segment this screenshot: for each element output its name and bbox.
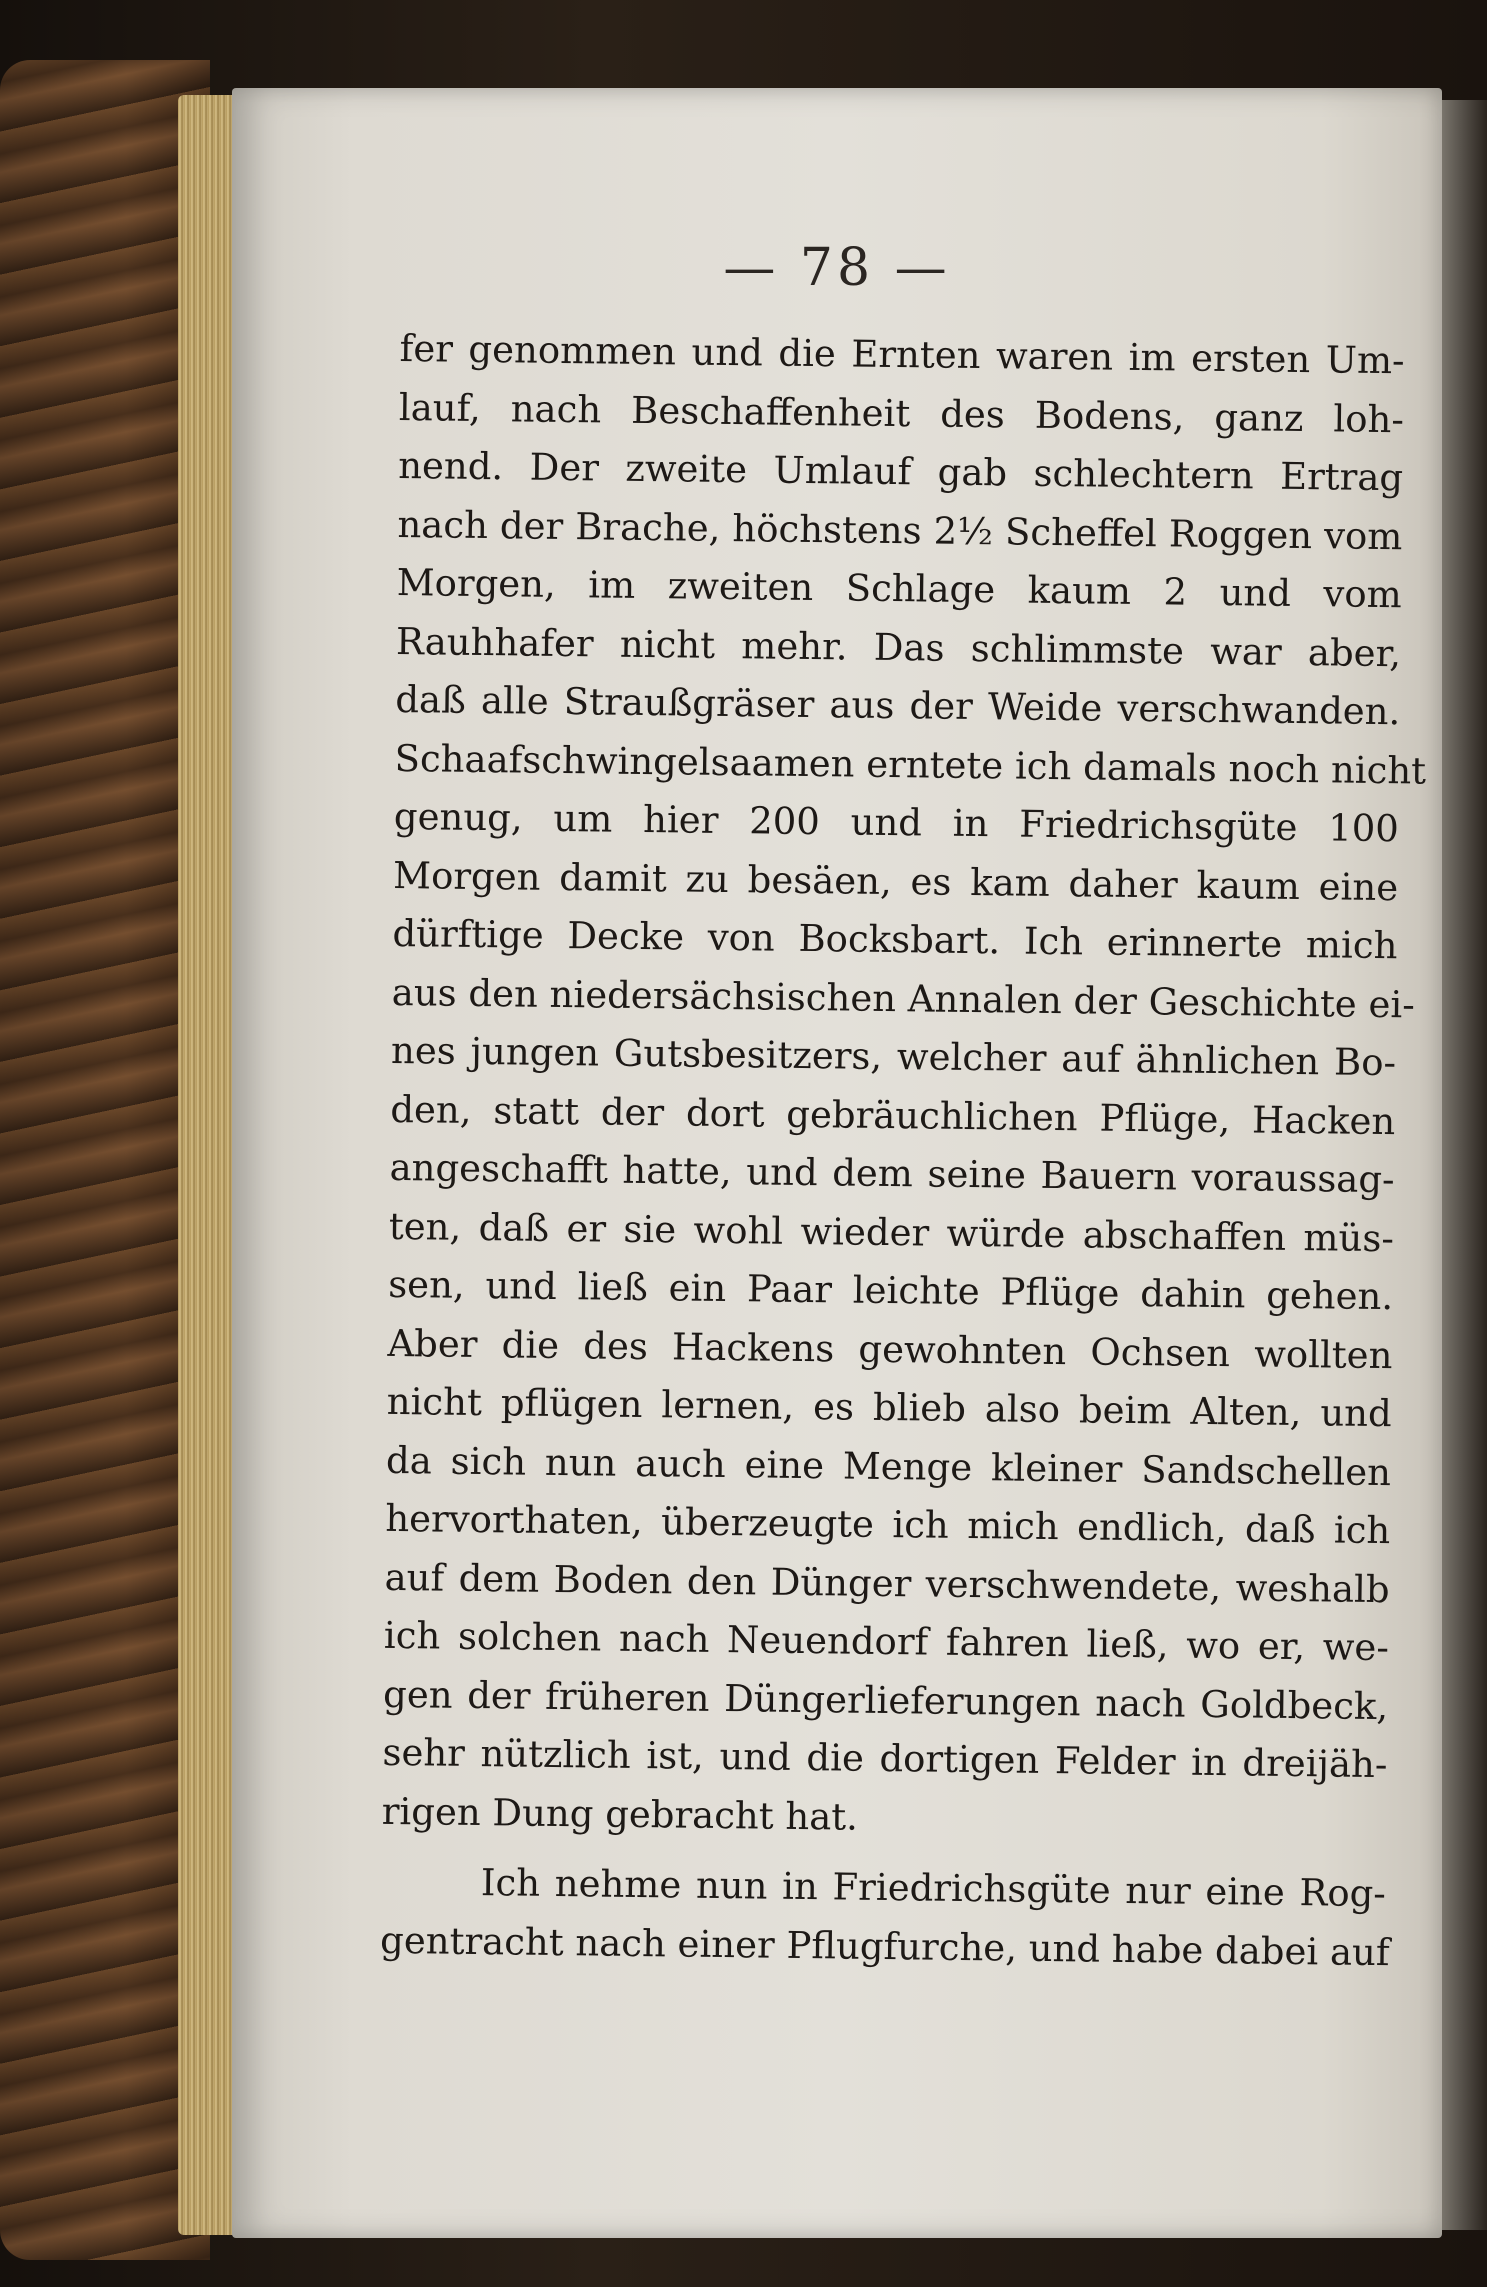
text-line: nicht pflügen lernen, es blieb also beim Alten, und (386, 1379, 1392, 1436)
text-line: Rauhhafer nicht mehr. Das schlimmste war aber, (395, 619, 1402, 675)
text-line: fer genommen und die Ernten waren im ersten Um- (399, 326, 1405, 383)
text-line: gentracht nach einer Pflugfurche, und habe dabei auf (379, 1918, 1390, 1974)
page-number: — 78 — (723, 238, 951, 298)
text-line: Schaafschwingelsaamen erntete ich damals noch nicht (394, 736, 1427, 793)
text-line: Ich nehme nun in Friedrichsgüte nur eine Rog- (480, 1861, 1387, 1916)
text-line: gen der früheren Düngerlieferungen nach Goldbeck, (382, 1672, 1389, 1728)
text-line: sehr nützlich ist, und die dortigen Felder in dreijäh- (382, 1730, 1388, 1787)
text-line: hervorthaten, überzeugte ich mich endlich, daß ich (385, 1496, 1391, 1553)
body-text (379, 320, 1427, 1982)
text-line: genug, um hier 200 und in Friedrichsgüte 100 (393, 794, 1400, 851)
text-line: rigen Dung gebracht hat. (381, 1789, 859, 1839)
text-line: sen, und ließ ein Paar leichte Pflüge dahin gehen. (387, 1262, 1394, 1319)
text-line: daß alle Straußgräser aus der Weide verschwanden. (395, 677, 1401, 734)
text-line: Morgen damit zu besäen, es kam daher kaum eine (392, 853, 1399, 909)
text-line: da sich nun auch eine Menge kleiner Sandschellen (385, 1438, 1392, 1494)
text-line: auf dem Boden den Dünger verschwendete, weshalb (384, 1555, 1390, 1611)
text-line: lauf, nach Beschaffenheit des Bodens, ganz loh- (398, 385, 1405, 441)
text-line: ich solchen nach Neuendorf fahren ließ, wo er, we- (383, 1613, 1390, 1670)
text-line: ten, daß er sie wohl wieder würde abschaffen müs- (388, 1204, 1395, 1260)
text-line: aus den niedersächsischen Annalen der Geschichte ei- (391, 970, 1415, 1026)
text-line: Aber die des Hackens gewohnten Ochsen wollten (387, 1321, 1393, 1377)
book-page (232, 88, 1442, 2238)
text-line: Morgen, im zweiten Schlage kaum 2 und vom (396, 560, 1402, 617)
text-line: nes jungen Gutsbesitzers, welcher auf ähnlichen Bo- (390, 1028, 1397, 1085)
text-line: den, statt der dort gebräuchlichen Pflüge, Hacken (390, 1087, 1396, 1143)
text-line: nend. Der zweite Umlauf gab schlechtern Ertrag (397, 443, 1404, 500)
text-line: dürftige Decke von Bocksbart. Ich erinnerte mich (392, 911, 1398, 968)
text-line: nach der Brache, höchstens 2½ Scheffel Roggen vom (397, 502, 1403, 558)
text-line: angeschafft hatte, und dem seine Bauern voraussag- (389, 1145, 1395, 1202)
